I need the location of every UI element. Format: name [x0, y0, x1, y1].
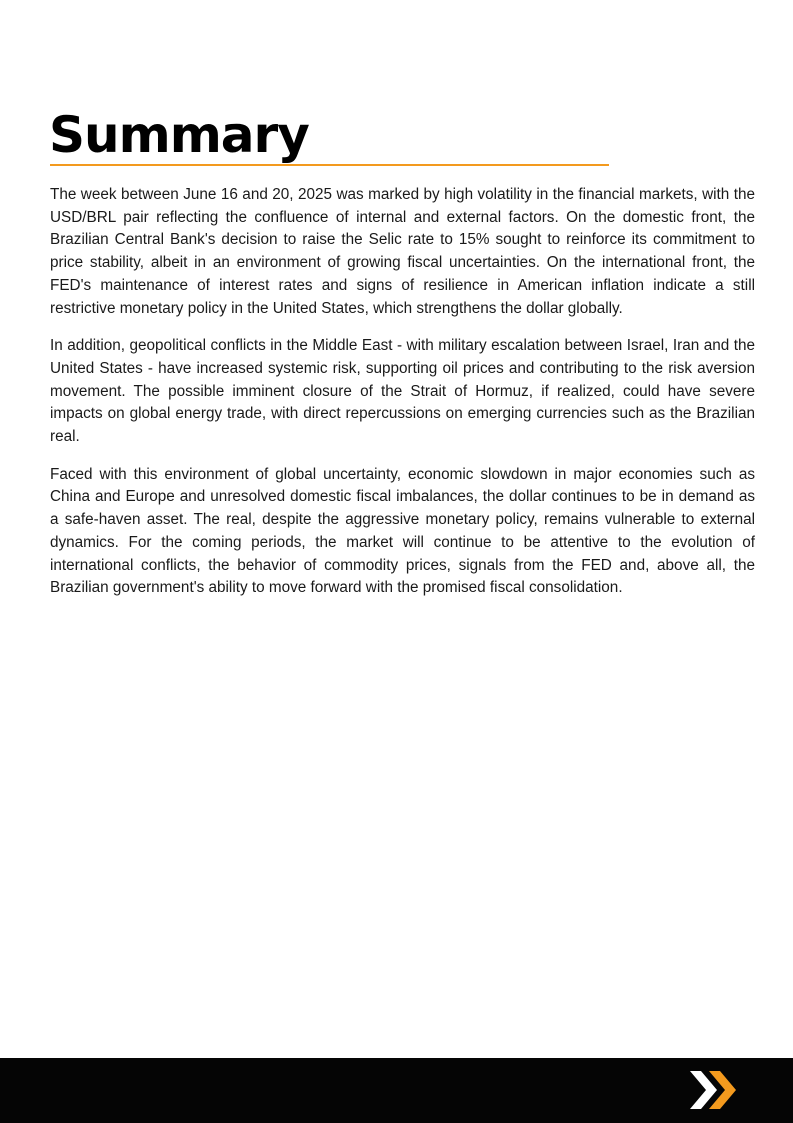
paragraph-3: Faced with this environment of global uncertainty, economic slowdown in major economies such as China and Europe and unresolved domestic fiscal imbalances, the dollar continues to be in demand as a safe-haven asset. The real, despite the aggressive monetary policy, remains vulnerable to external dynamics. For the coming periods, the market will continue to be attentive to the evolution of international conflicts, the behavior of commodity prices, signals from the FED and, above all, the Brazilian government's ability to move forward with the promised fiscal consolidation.: [50, 465, 755, 597]
summary-body: [50, 184, 755, 615]
footer-bar: [0, 1058, 793, 1123]
double-chevron-right-icon: [688, 1068, 740, 1112]
paragraph-2: In addition, geopolitical conflicts in the Middle East - with military escalation between Israel, Iran and the United States - have increased systemic risk, supporting oil prices and contributing to the risk aversion movement. The possible imminent closure of the Strait of Hormuz, if realized, could have severe impacts on global energy trade, with direct repercussions on emerging currencies such as the Brazilian real.: [50, 337, 755, 446]
paragraph-1: The week between June 16 and 20, 2025 was marked by high volatility in the financial markets, with the USD/BRL pair reflecting the confluence of internal and external factors. On the domestic front, the Brazilian Central Bank's decision to raise the Selic rate to 15% sought to reinforce its commitment to price stability, albeit in an environment of growing fiscal uncertainties. On the international front, the FED's maintenance of interest rates and signs of resilience in American inflation indicate a still restrictive monetary policy in the United States, which strengthens the dollar globally.: [50, 186, 755, 317]
page-title: Summary: [49, 106, 309, 164]
title-underline: [50, 164, 609, 166]
